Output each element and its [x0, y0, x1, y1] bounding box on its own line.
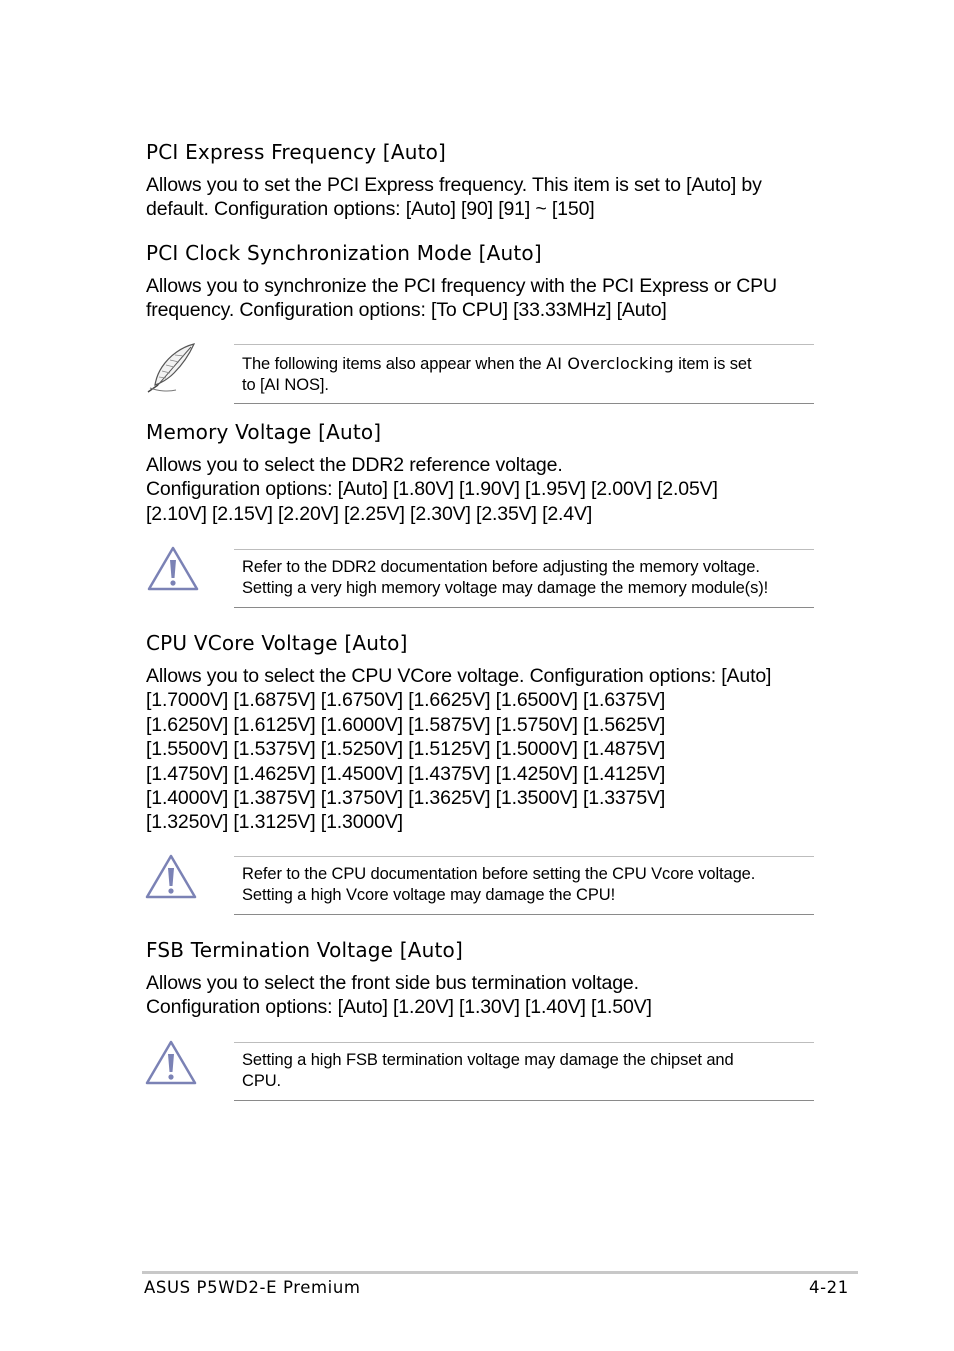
note-bottom-rule: [234, 403, 814, 404]
note-text: [242, 353, 751, 396]
text-line: Allows you to set the PCI Express frequency. This item is set to [Auto] by: [146, 174, 762, 196]
heading-memory-voltage: Memory Voltage [Auto]: [146, 420, 382, 444]
text-line: [2.10V] [2.15V] [2.20V] [2.25V] [2.30V] [2.35V] [2.4V]: [146, 502, 593, 525]
warning-line: Setting a high FSB termination voltage may damage the chipset and: [242, 1051, 734, 1069]
warning-text: [242, 557, 768, 599]
text-line: Configuration options: [Auto] [1.20V] [1.30V] [1.40V] [1.50V]: [146, 996, 652, 1019]
text-line: [1.4000V] [1.3875V] [1.3750V] [1.3625V] [1.3500V] [1.3375V]: [146, 787, 666, 810]
text-line: [1.6250V] [1.6125V] [1.6000V] [1.5875V] [1.5750V] [1.5625V]: [146, 713, 666, 736]
text-line: Allows you to select the DDR2 reference voltage.: [146, 454, 563, 476]
feather-pen-icon: [144, 341, 198, 395]
text-line: Allows you to select the front side bus termination voltage.: [146, 972, 639, 994]
text-line: Configuration options: [Auto] [1.80V] [1.90V] [1.95V] [2.00V] [2.05V]: [146, 478, 718, 501]
note-line: [242, 353, 751, 375]
text-line: [1.7000V] [1.6875V] [1.6750V] [1.6625V] [1.6500V] [1.6375V]: [146, 689, 666, 712]
footer-rule: [142, 1271, 858, 1274]
footer-page-number: 4-21: [809, 1278, 849, 1297]
text-line: [1.3250V] [1.3125V] [1.3000V]: [146, 811, 403, 834]
warning-triangle-icon: [146, 545, 200, 593]
paragraph-cpu-vcore-voltage: [146, 664, 826, 835]
text-line: Allows you to select the CPU VCore voltage. Configuration options: [Auto]: [146, 665, 772, 687]
note-emphasis-ai-overclocking: AI Overclocking: [546, 354, 674, 373]
text-line: Allows you to synchronize the PCI frequency with the PCI Express or CPU: [146, 275, 777, 297]
heading-cpu-vcore-voltage: CPU VCore Voltage [Auto]: [146, 631, 408, 655]
note-text-post: item is set: [673, 355, 752, 373]
warning-line: Refer to the DDR2 documentation before adjusting the memory voltage.: [242, 558, 760, 576]
warning-line: Setting a high Vcore voltage may damage the CPU!: [242, 886, 616, 904]
note-top-rule: [234, 344, 814, 345]
note-top-rule: [234, 1042, 814, 1043]
warning-line: CPU.: [242, 1072, 282, 1090]
note-line: to [AI NOS].: [242, 376, 329, 394]
paragraph-pci-express-frequency: [146, 173, 826, 222]
note-text-pre: The following items also appear when the: [242, 355, 547, 373]
footer-product-name: ASUS P5WD2-E Premium: [144, 1278, 361, 1297]
note-top-rule: [234, 856, 814, 857]
text-line: [1.5500V] [1.5375V] [1.5250V] [1.5125V] [1.5000V] [1.4875V]: [146, 738, 666, 761]
warning-line: Setting a very high memory voltage may damage the memory module(s)!: [242, 579, 769, 597]
warning-triangle-icon: [144, 1039, 198, 1087]
heading-pci-clock-sync-mode: PCI Clock Synchronization Mode [Auto]: [146, 241, 542, 265]
warning-text: [242, 1050, 734, 1092]
note-bottom-rule: [234, 1100, 814, 1101]
text-line: [1.4750V] [1.4625V] [1.4500V] [1.4375V] [1.4250V] [1.4125V]: [146, 762, 666, 785]
note-bottom-rule: [234, 607, 814, 608]
paragraph-memory-voltage: [146, 453, 826, 526]
paragraph-pci-clock-sync-mode: [146, 274, 826, 323]
warning-triangle-icon: [144, 853, 198, 901]
paragraph-fsb-termination-voltage: [146, 971, 826, 1020]
note-top-rule: [234, 549, 814, 550]
warning-text: [242, 864, 755, 906]
warning-line: Refer to the CPU documentation before setting the CPU Vcore voltage.: [242, 865, 756, 883]
text-line: default. Configuration options: [Auto] [90] [91] ~ [150]: [146, 198, 595, 221]
heading-fsb-termination-voltage: FSB Termination Voltage [Auto]: [146, 938, 463, 962]
text-line: frequency. Configuration options: [To CPU] [33.33MHz] [Auto]: [146, 299, 667, 322]
heading-pci-express-frequency: PCI Express Frequency [Auto]: [146, 140, 447, 164]
note-bottom-rule: [234, 914, 814, 915]
